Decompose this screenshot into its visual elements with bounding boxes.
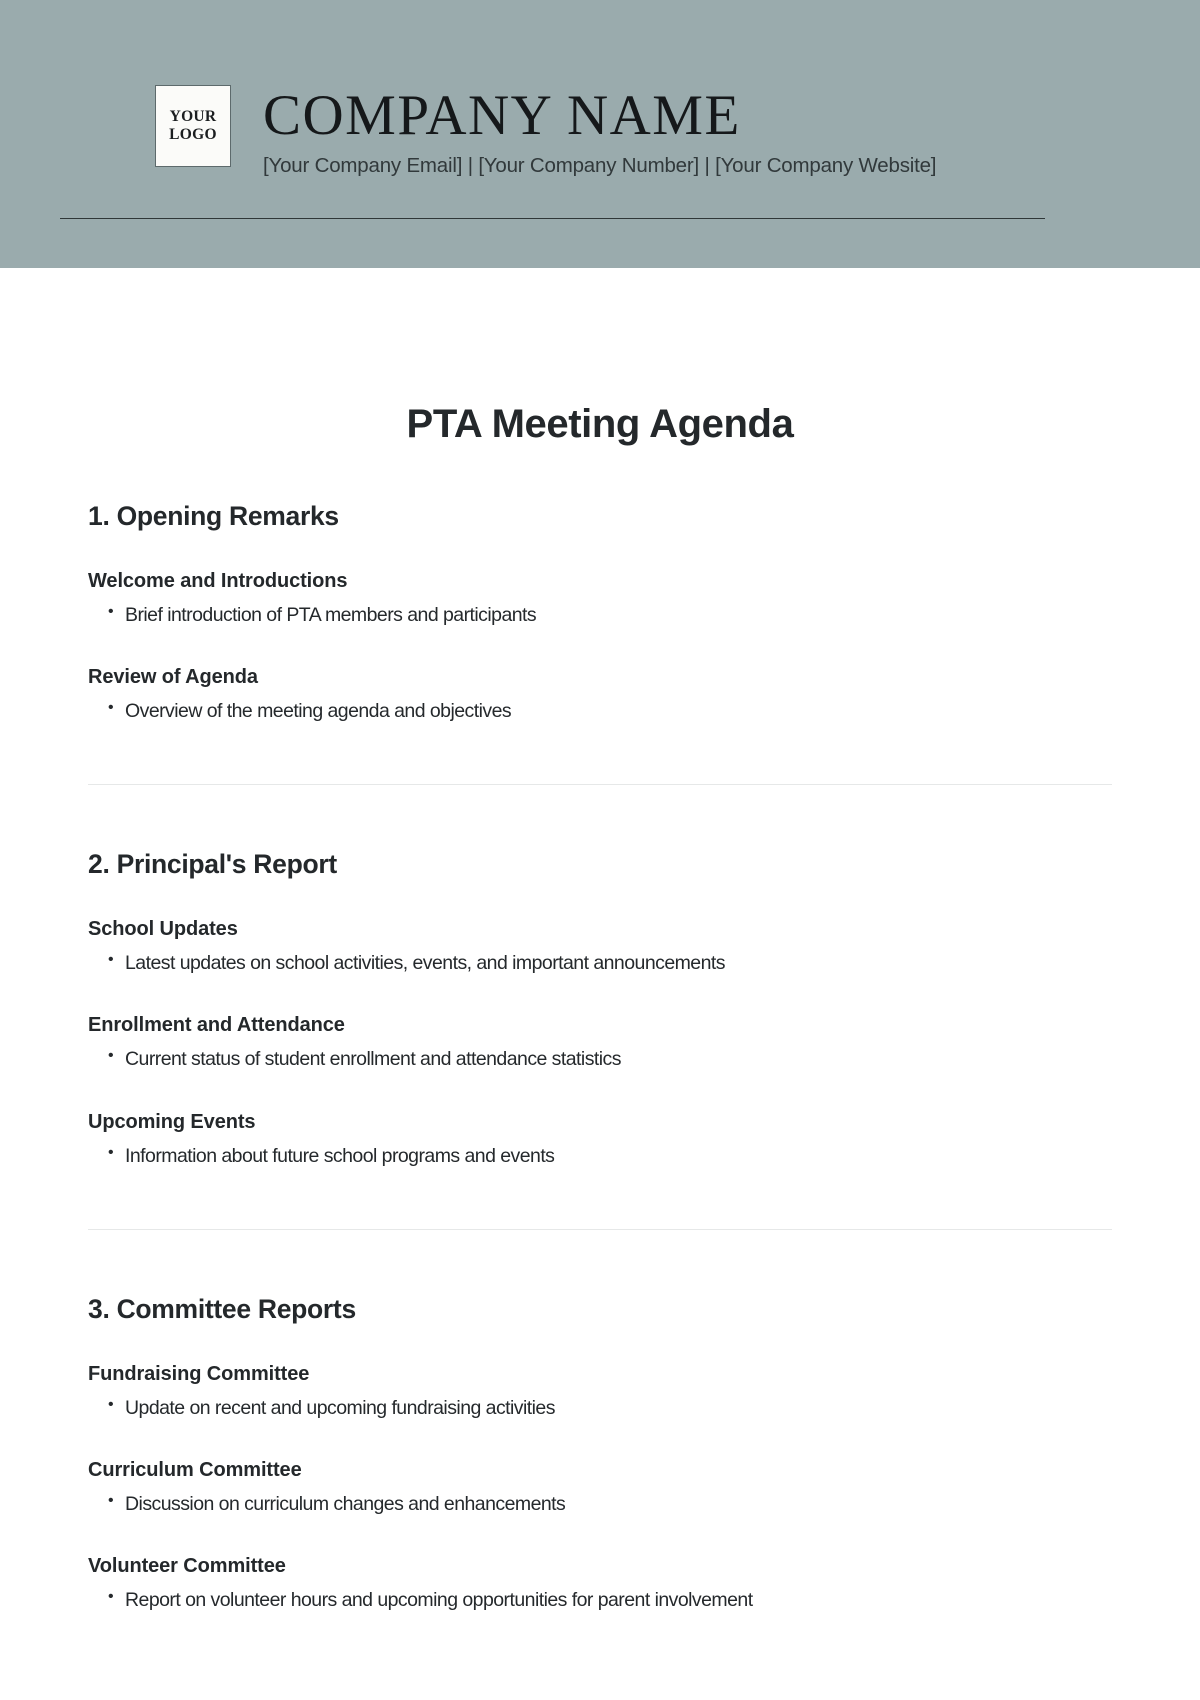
bullet-list bbox=[88, 698, 1112, 724]
company-info bbox=[263, 85, 936, 178]
bullet-list bbox=[88, 1046, 1112, 1072]
section-heading: 1. Opening Remarks bbox=[88, 501, 339, 531]
subheading: Upcoming Events bbox=[88, 1110, 256, 1133]
bullet-list bbox=[88, 602, 1112, 628]
company-logo-placeholder bbox=[155, 85, 231, 167]
agenda-section-3 bbox=[88, 1294, 1112, 1613]
agenda-section-2 bbox=[88, 849, 1112, 1168]
agenda-section-1 bbox=[88, 501, 1112, 724]
company-contact-line: [Your Company Email] | [Your Company Number] | [Your Company Website] bbox=[263, 154, 937, 178]
section-heading: 2. Principal's Report bbox=[88, 849, 337, 880]
subheading: Welcome and Introductions bbox=[88, 570, 348, 592]
bullet-item: • Report on volunteer hours and upcoming opportunities for parent involvement bbox=[108, 1587, 1112, 1613]
section-heading: 3. Committee Reports bbox=[88, 1293, 356, 1324]
bullet-list bbox=[88, 950, 1112, 976]
bullet-item: • Brief introduction of PTA members and participants bbox=[108, 602, 1112, 628]
bullet-item: • Information about future school programs and events bbox=[108, 1143, 1112, 1169]
section-divider bbox=[88, 784, 1112, 785]
document-content bbox=[0, 268, 1200, 1613]
bullet-item: • Overview of the meeting agenda and objectives bbox=[108, 698, 1112, 724]
company-name: COMPANY NAME bbox=[263, 84, 741, 147]
subheading: School Updates bbox=[88, 918, 238, 941]
header-brand-group bbox=[155, 85, 936, 178]
subheading: Curriculum Committee bbox=[88, 1458, 302, 1481]
logo-line-2: LOGO bbox=[169, 126, 217, 143]
section-divider bbox=[88, 1229, 1112, 1230]
bullet-item: • Discussion on curriculum changes and enhancements bbox=[108, 1491, 1112, 1517]
bullet-list bbox=[88, 1587, 1112, 1613]
subheading: Volunteer Committee bbox=[88, 1554, 286, 1577]
document-header-band bbox=[0, 0, 1200, 268]
bullet-item: • Update on recent and upcoming fundraising activities bbox=[108, 1395, 1112, 1421]
bullet-item: • Current status of student enrollment and attendance statistics bbox=[108, 1046, 1112, 1072]
header-divider-rule bbox=[60, 218, 1045, 219]
bullet-item: • Latest updates on school activities, events, and important announcements bbox=[108, 950, 1112, 976]
bullet-list bbox=[88, 1491, 1112, 1517]
subheading: Fundraising Committee bbox=[88, 1362, 310, 1385]
subheading: Enrollment and Attendance bbox=[88, 1014, 345, 1037]
bullet-list bbox=[88, 1395, 1112, 1421]
subheading: Review of Agenda bbox=[88, 666, 258, 689]
logo-line-1: YOUR bbox=[169, 107, 217, 125]
bullet-list bbox=[88, 1143, 1112, 1169]
page-title: PTA Meeting Agenda bbox=[406, 402, 794, 446]
